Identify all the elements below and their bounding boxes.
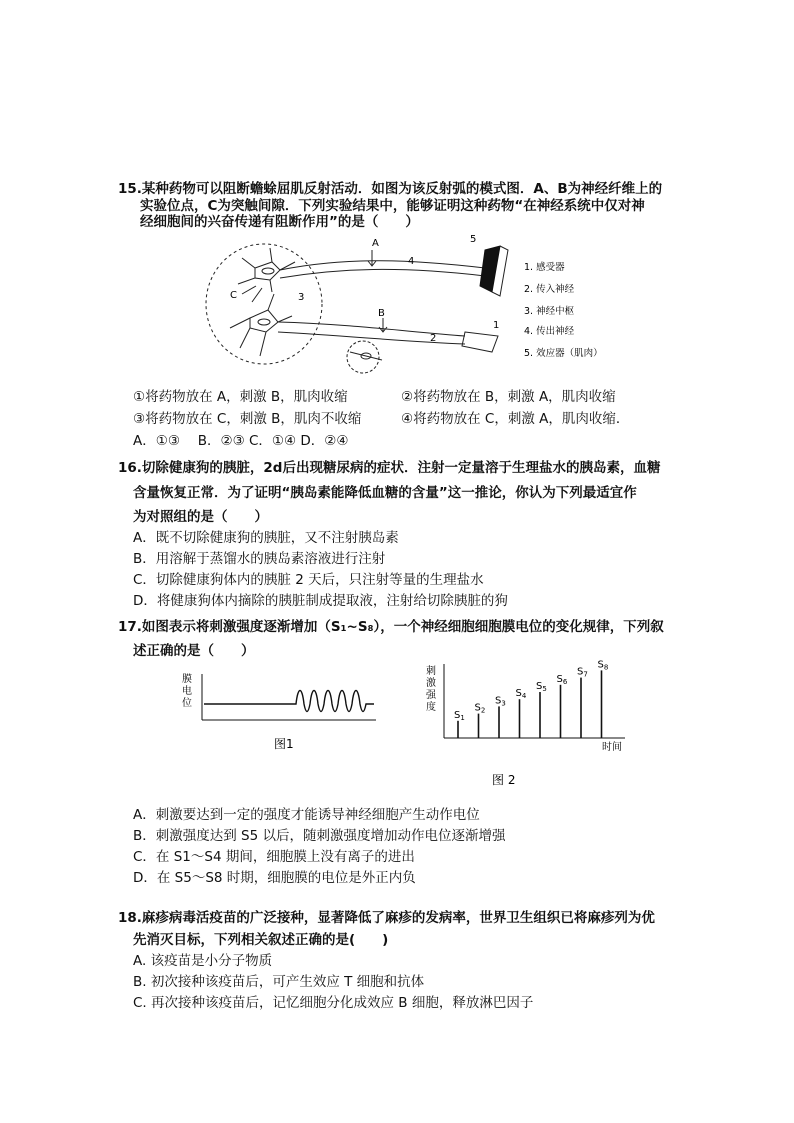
stimulus-label-2: $S_2$ (474, 702, 486, 715)
legend-item-4: 4. 传出神经 (524, 326, 575, 337)
label-b: B (378, 308, 385, 319)
stimulus-label-1: $S_1$ (454, 709, 465, 722)
label-1: 1 (493, 320, 500, 331)
q16-option-d: D．将健康狗体内摘除的胰脏制成提取液，注射给切除胰脏的狗 (133, 593, 508, 609)
q17-option-b: B．刺激强度达到 S5 以后，随刺激强度增加动作电位逐渐增强 (133, 828, 506, 844)
fig2-caption: 图 2 (492, 773, 516, 787)
reflex-arc-diagram (200, 228, 660, 384)
legend-item-2: 2. 传入神经 (524, 284, 575, 295)
fig2-ylabel-4: 度 (426, 702, 436, 713)
q15-option-3: ③将药物放在 C，刺激 B，肌肉不收缩 (133, 411, 362, 427)
figure-2-stimulus-intensity (420, 660, 640, 795)
stimulus-label-6: $S_6$ (556, 673, 568, 686)
fig2-ylabel-2: 激 (426, 678, 436, 689)
fig2-ylabel-1: 刺 (426, 666, 436, 677)
label-3: 3 (298, 292, 305, 303)
stimulus-label-8: $S_8$ (597, 660, 609, 672)
q18-stem-line2: 先消灭目标，下列相关叙述正确的是( ) (133, 932, 389, 948)
fig1-ylabel-3: 位 (182, 698, 192, 709)
q15-option-1: ①将药物放在 A，刺激 B，肌肉收缩 (133, 389, 348, 405)
q17-option-d: D．在 S5～S8 时期，细胞膜的电位是外正内负 (133, 870, 416, 886)
q16-stem-line1: 16.切除健康狗的胰脏，2d后出现糖尿病的症状．注射一定量溶于生理盐水的胰岛素，血糖 (118, 460, 661, 476)
q15-stem-line1: 15.某种药物可以阻断蟾蜍屈肌反射活动．如图为该反射弧的模式图．A、B为神经纤维上的 (118, 181, 663, 197)
q17-stem-line1: 17.如图表示将刺激强度逐渐增加（S₁~S₈），一个神经细胞细胞膜电位的变化规律，下列叙 (118, 619, 664, 635)
stimulus-label-4: $S_4$ (515, 688, 527, 701)
fig1-caption: 图1 (274, 737, 294, 751)
q16-stem-line2: 含量恢复正常．为了证明“胰岛素能降低血糖的含量”这一推论，你认为下列最适宜作 (133, 485, 637, 501)
q18-option-c: C. 再次接种该疫苗后，记忆细胞分化成效应 B 细胞，释放淋巴因子 (133, 995, 534, 1011)
q16-stem-line3: 为对照组的是（ ） (133, 509, 268, 525)
q17-stem-line2: 述正确的是（ ） (133, 643, 255, 659)
legend-item-1: 1. 感受器 (524, 262, 565, 273)
legend-item-5: 5. 效应器（肌肉） (524, 348, 603, 359)
label-c: C (230, 290, 237, 301)
label-5: 5 (470, 234, 477, 245)
q16-option-c: C．切除健康狗体内的胰脏 2 天后，只注射等量的生理盐水 (133, 572, 484, 588)
q16-option-a: A．既不切除健康狗的胰脏，又不注射胰岛素 (133, 530, 399, 546)
fig1-ylabel-2: 电 (182, 686, 192, 697)
q15-choices: A．①③ B．②③ C．①④ D．②④ (133, 433, 349, 449)
q15-stem-line2: 实验位点，C为突触间隙．下列实验结果中，能够证明这种药物“在神经系统中仅对神 (140, 198, 645, 214)
fig2-ylabel-3: 强 (426, 690, 436, 701)
q15-stem-line3: 经细胞间的兴奋传递有阻断作用”的是（ ） (140, 214, 419, 230)
q15-option-2: ②将药物放在 B，刺激 A，肌肉收缩 (401, 389, 616, 405)
q17-option-c: C．在 S1～S4 期间，细胞膜上没有离子的进出 (133, 849, 415, 865)
q17-option-a: A．刺激要达到一定的强度才能诱导神经细胞产生动作电位 (133, 807, 480, 823)
fig1-ylabel-1: 膜 (182, 674, 192, 685)
stimulus-label-7: $S_7$ (577, 666, 588, 679)
label-a: A (372, 238, 379, 249)
stimulus-label-5: $S_5$ (536, 681, 547, 693)
legend-item-3: 3. 神经中枢 (524, 306, 575, 317)
label-2: 2 (430, 333, 437, 344)
q15-option-4: ④将药物放在 C，刺激 A，肌肉收缩． (401, 411, 630, 427)
q18-option-b: B. 初次接种该疫苗后，可产生效应 T 细胞和抗体 (133, 974, 425, 990)
label-4: 4 (408, 256, 415, 267)
figure-1-membrane-potential (176, 670, 391, 756)
q18-option-a: A. 该疫苗是小分子物质 (133, 953, 273, 969)
q18-stem-line1: 18.麻疹病毒活疫苗的广泛接种，显著降低了麻疹的发病率，世界卫生组织已将麻疹列为优 (118, 910, 655, 926)
fig2-xlabel: 时间 (602, 742, 622, 753)
stimulus-label-3: $S_3$ (495, 695, 506, 708)
q16-option-b: B．用溶解于蒸馏水的胰岛素溶液进行注射 (133, 551, 386, 567)
